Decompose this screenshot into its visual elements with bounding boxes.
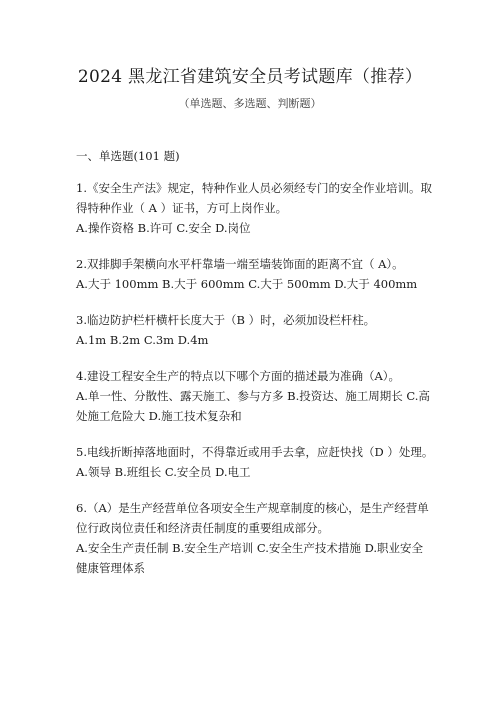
question-4 [76, 366, 436, 426]
question-6-text-line-1: 6.（A）是生产经营单位各项安全生产规章制度的核心，是生产经营单 [76, 501, 429, 515]
document-body [76, 146, 436, 594]
document-subtitle: （单选题、多选题、判断题） [178, 97, 322, 110]
question-1 [76, 178, 436, 238]
document-title: 2024 黑龙江省建筑安全员考试题库（推荐） [77, 67, 423, 87]
section-heading: 一、单选题(101 题) [76, 149, 180, 163]
question-5 [76, 442, 436, 482]
question-3-text: 3.临边防护栏杆横杆长度大于（B ）时，必须加设栏杆柱。 [76, 313, 376, 327]
question-4-text: 4.建设工程安全生产的特点以下哪个方面的描述最为准确（A）。 [76, 369, 401, 383]
question-2 [76, 254, 436, 294]
question-5-options: A.领导 B.班组长 C.安全员 D.电工 [76, 465, 251, 479]
question-6-options-line-1: A.安全生产责任制 B.安全生产培训 C.安全生产技术措施 D.职业安全 [76, 541, 424, 555]
question-3-options: A.1m B.2m C.3m D.4m [76, 333, 209, 347]
question-3 [76, 310, 436, 350]
question-2-options: A.大于 100mm B.大于 600mm C.大于 500mm D.大于 400mm [76, 277, 418, 291]
question-1-text-line-1: 1.《安全生产法》规定，特种作业人员必须经专门的安全作业培训。取 [76, 181, 432, 195]
question-6-text-line-2: 位行政岗位责任和经济责任制度的重要组成部分。 [76, 521, 329, 535]
question-4-options-line-2: 处施工危险大 D.施工技术复杂和 [76, 409, 242, 423]
question-6-options-line-2: 健康管理体系 [76, 561, 145, 575]
question-1-options: A.操作资格 B.许可 C.安全 D.岗位 [76, 221, 251, 235]
question-4-options-line-1: A.单一性、分散性、露天施工、参与方多 B.投资达、施工周期长 C.高 [76, 389, 430, 403]
question-1-text-line-2: 得特种作业（ A ）证书，方可上岗作业。 [76, 201, 288, 215]
question-5-text: 5.电线折断掉落地面时，不得靠近或用手去拿，应赶快找（D ）处理。 [76, 445, 434, 459]
question-2-text: 2.双排脚手架横向水平杆靠墙一端至墙装饰面的距离不宜（ A）。 [76, 257, 404, 271]
question-6 [76, 498, 436, 578]
